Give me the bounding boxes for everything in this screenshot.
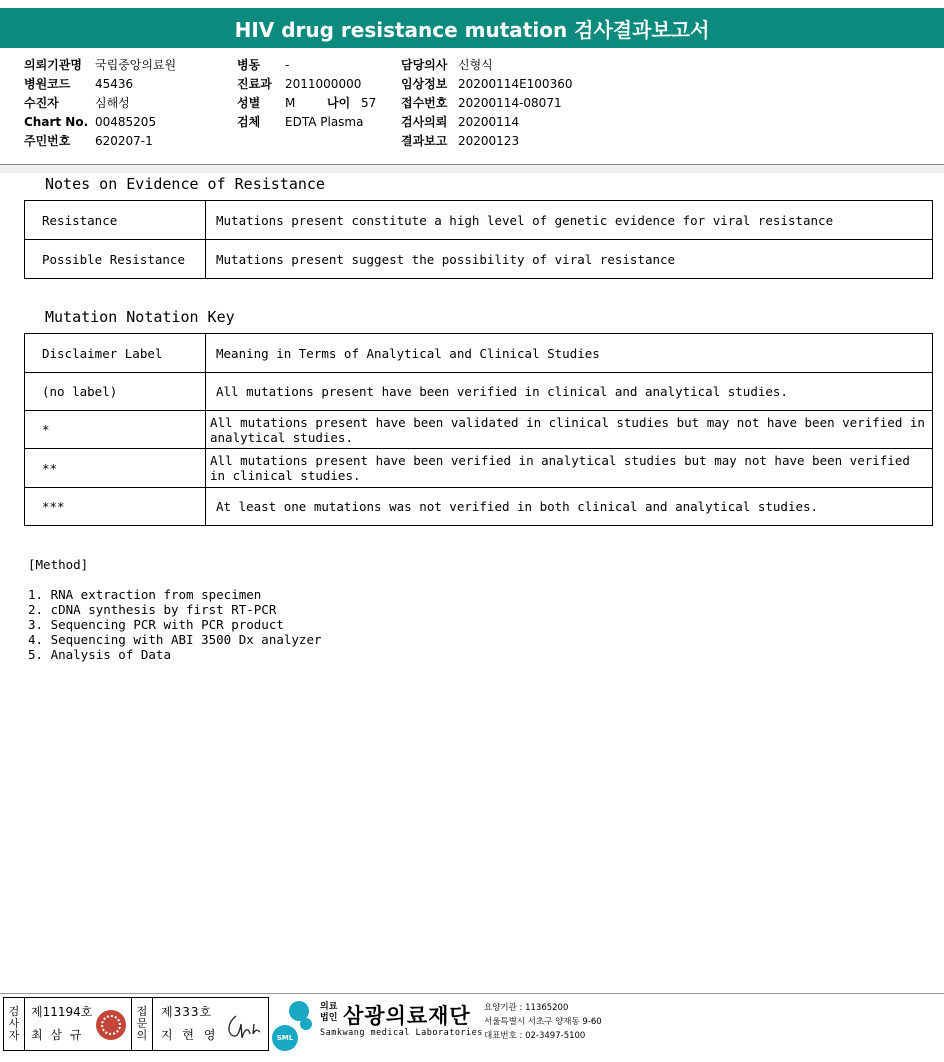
notes-section-title: Notes on Evidence of Resistance	[45, 175, 325, 193]
info-label: 담당의사	[401, 58, 448, 72]
notation-section-title: Mutation Notation Key	[45, 308, 235, 326]
examiner-name: 최 삼 규	[31, 1028, 84, 1042]
table-cell-label: **	[25, 449, 206, 488]
org-type-label: 의료 법인	[320, 1002, 338, 1023]
method-step: 5. Analysis of Data	[28, 647, 171, 662]
info-value: 45436	[95, 77, 134, 91]
info-label: 성별	[237, 96, 261, 110]
signature-box	[3, 997, 269, 1051]
patient-info-col3	[401, 56, 572, 151]
table-row	[25, 449, 933, 488]
sex-value: M	[285, 96, 296, 110]
info-label: 의뢰기관명	[24, 58, 82, 72]
table-cell-text: All mutations present have been verified in analytical studies but may not have been verified in clinical studies.	[206, 449, 933, 488]
report-title: HIV drug resistance mutation 검사결과보고서	[0, 8, 944, 48]
organization-name: 삼광의료재단	[343, 1004, 471, 1028]
resistance-notes-table	[24, 200, 933, 279]
table-row	[25, 201, 933, 240]
info-value: -	[285, 58, 290, 72]
section-separator	[0, 165, 944, 173]
table-cell-text: Mutations present constitute a high level of genetic evidence for viral resistance	[206, 201, 933, 240]
table-cell-label: Resistance	[25, 201, 206, 240]
info-value: 20200114E100360	[458, 77, 573, 91]
table-cell-label: ***	[25, 488, 206, 526]
signature-icon	[224, 1012, 262, 1040]
info-value: EDTA Plasma	[285, 115, 364, 129]
age-value: 57	[361, 96, 377, 110]
info-value: 심해성	[95, 96, 130, 110]
table-row	[25, 373, 933, 411]
info-label: 진료과	[237, 77, 272, 91]
contact-address: 서울특별시 서초구 양재동 9-60	[484, 1017, 602, 1027]
table-row	[25, 488, 933, 526]
reviewer-name: 지 현 영	[161, 1028, 219, 1042]
table-header-label: Disclaimer Label	[25, 334, 206, 373]
table-row	[25, 411, 933, 449]
table-row	[25, 240, 933, 279]
table-cell-label: Possible Resistance	[25, 240, 206, 279]
table-cell-label: *	[25, 411, 206, 449]
table-cell-text: At least one mutations was not verified in both clinical and analytical studies.	[206, 488, 933, 526]
table-cell-label: (no label)	[25, 373, 206, 411]
table-header-text: Meaning in Terms of Analytical and Clinical Studies	[206, 334, 933, 373]
info-label: Chart No.	[24, 115, 89, 129]
patient-info-col1	[24, 56, 176, 151]
reviewer-label: 접 문 의	[132, 998, 153, 1050]
info-value: 620207-1	[95, 134, 153, 148]
method-step: 1. RNA extraction from specimen	[28, 587, 262, 602]
footer-divider	[0, 993, 944, 994]
examiner-license: 제11194호	[31, 1005, 93, 1019]
info-label: 병원코드	[24, 77, 71, 91]
info-value: 00485205	[95, 115, 157, 129]
contact-phone: 대표번호 : 02-3497-5100	[484, 1031, 586, 1041]
info-value: 20200123	[458, 134, 520, 148]
age-label: 나이	[327, 96, 351, 110]
info-label: 수진자	[24, 96, 59, 110]
info-label: 임상정보	[401, 77, 448, 91]
contact-code: 요양기관 : 11365200	[484, 1003, 569, 1013]
info-label: 검사의뢰	[401, 115, 448, 129]
table-cell-text: Mutations present suggest the possibility of viral resistance	[206, 240, 933, 279]
info-label: 검체	[237, 115, 261, 129]
info-value: 국립중앙의료원	[95, 58, 177, 72]
table-header-row	[25, 334, 933, 373]
info-value: 20200114-08071	[458, 96, 562, 110]
info-value: 신형식	[458, 58, 493, 72]
method-step: 3. Sequencing PCR with PCR product	[28, 617, 284, 632]
sml-logo: SML	[272, 1025, 298, 1051]
info-label: 병동	[237, 58, 261, 72]
reviewer-license: 제333호	[161, 1005, 213, 1019]
method-step: 4. Sequencing with ABI 3500 Dx analyzer	[28, 632, 322, 647]
method-step: 2. cDNA synthesis by first RT-PCR	[28, 602, 277, 617]
info-label: 접수번호	[401, 96, 448, 110]
method-title: [Method]	[28, 557, 89, 572]
patient-info-col2	[237, 56, 376, 132]
info-value: 20200114	[458, 115, 520, 129]
info-label: 결과보고	[401, 134, 448, 148]
organization-name-en: Samkwang medical Laboratories	[320, 1028, 483, 1038]
table-cell-text: All mutations present have been verified in clinical and analytical studies.	[206, 373, 933, 411]
table-cell-text: All mutations present have been validated in clinical studies but may not have been verified in analytical studies.	[206, 411, 933, 449]
notation-key-table	[24, 333, 933, 526]
seal-stamp-icon	[96, 1010, 126, 1040]
method-section	[28, 557, 322, 662]
info-value: 2011000000	[285, 77, 362, 91]
info-label: 주민번호	[24, 134, 71, 148]
examiner-label: 검 사 자	[4, 998, 25, 1050]
patient-info-panel	[0, 48, 944, 165]
